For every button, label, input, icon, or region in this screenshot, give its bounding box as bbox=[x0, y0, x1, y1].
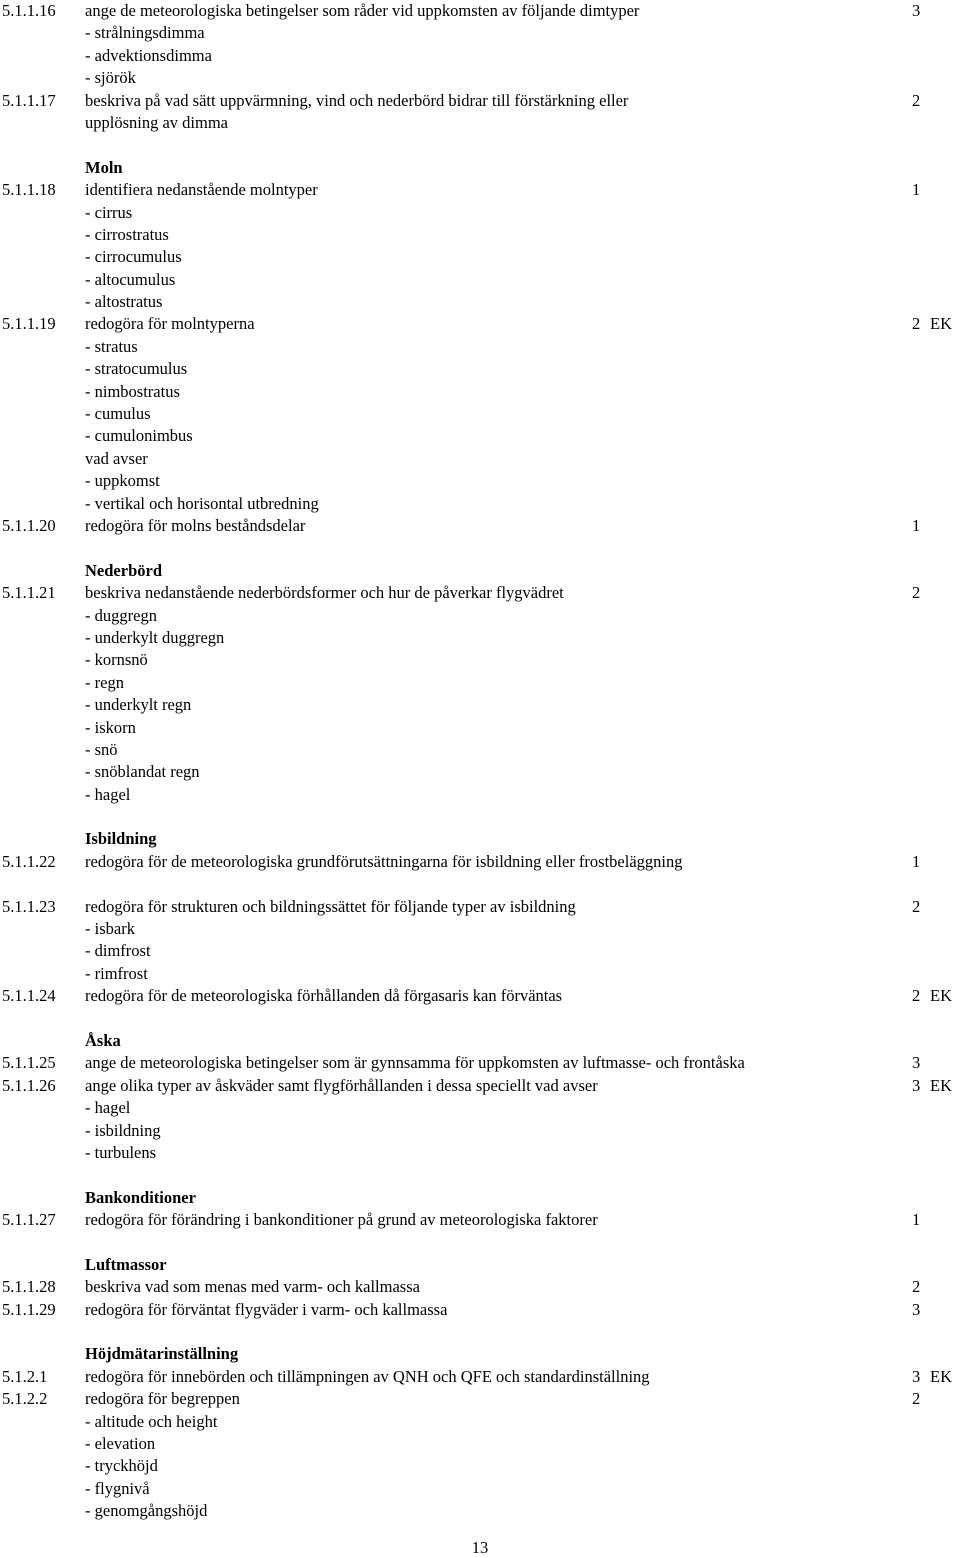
objective-row bbox=[0, 313, 960, 335]
objective-text: - underkylt regn bbox=[85, 695, 192, 715]
objective-text: - altitude och height bbox=[85, 1411, 218, 1431]
objective-row bbox=[0, 1209, 960, 1231]
objective-text: redogöra för molntyperna bbox=[85, 314, 255, 334]
objective-sub-item bbox=[0, 425, 960, 447]
objective-number: 5.1.1.20 bbox=[2, 515, 56, 535]
objective-sub-item bbox=[0, 918, 960, 940]
blank-line bbox=[0, 873, 960, 895]
objective-sub-item bbox=[0, 358, 960, 380]
objective-number: 5.1.2.2 bbox=[2, 1389, 48, 1409]
objective-number: 5.1.1.23 bbox=[2, 896, 56, 916]
ek-marker: EK bbox=[930, 986, 952, 1006]
objective-text: - cirrocumulus bbox=[85, 247, 182, 267]
objective-sub-item bbox=[0, 1120, 960, 1142]
objective-sub-item bbox=[0, 1500, 960, 1522]
objective-row bbox=[0, 0, 960, 22]
objective-sub-item bbox=[0, 717, 960, 739]
objective-number: 5.1.1.29 bbox=[2, 1299, 56, 1319]
objective-number: 5.1.1.28 bbox=[2, 1277, 56, 1297]
ek-marker: EK bbox=[930, 1366, 952, 1386]
objective-text: - uppkomst bbox=[85, 471, 160, 491]
objective-text: beskriva vad som menas med varm- och kallmassa bbox=[85, 1277, 420, 1297]
objective-sub-item bbox=[0, 67, 960, 89]
objective-text: - vertikal och horisontal utbredning bbox=[85, 493, 319, 513]
objective-text: ange olika typer av åskväder samt flygförhållanden i dessa speciellt vad avser bbox=[85, 1075, 598, 1095]
objective-level: 2 bbox=[912, 314, 921, 334]
objective-text: redogöra för de meteorologiska förhållanden då förgasaris kan förväntas bbox=[85, 986, 563, 1006]
objective-sub-item bbox=[0, 605, 960, 627]
objective-level: 3 bbox=[912, 1053, 921, 1073]
objective-text: - hagel bbox=[85, 784, 131, 804]
blank-line bbox=[0, 806, 960, 828]
objective-text: - snöblandat regn bbox=[85, 762, 200, 782]
section-heading-text: Åska bbox=[85, 1030, 121, 1050]
ek-marker: EK bbox=[930, 1075, 952, 1095]
objective-text: redogöra för de meteorologiska grundförutsättningarna för isbildning eller frostbeläggning bbox=[85, 851, 683, 871]
objective-row bbox=[0, 1075, 960, 1097]
objective-text: - isbildning bbox=[85, 1120, 161, 1140]
objective-text: - cumulus bbox=[85, 404, 151, 424]
objective-sub-item bbox=[0, 269, 960, 291]
blank-line bbox=[0, 134, 960, 156]
ek-marker: EK bbox=[930, 314, 952, 334]
objective-sub-item bbox=[0, 761, 960, 783]
objective-text: vad avser bbox=[85, 448, 148, 468]
objective-text: - rimfrost bbox=[85, 963, 148, 983]
section-heading bbox=[0, 1343, 960, 1365]
objective-sub-item bbox=[0, 470, 960, 492]
objective-text: - kornsnö bbox=[85, 650, 148, 670]
objective-row bbox=[0, 179, 960, 201]
objective-sub-item bbox=[0, 1097, 960, 1119]
objective-level: 2 bbox=[912, 583, 921, 603]
objective-text: - strålningsdimma bbox=[85, 23, 205, 43]
objective-number: 5.1.1.26 bbox=[2, 1075, 56, 1095]
objective-text: - advektionsdimma bbox=[85, 45, 212, 65]
section-heading bbox=[0, 828, 960, 850]
objective-text: ange de meteorologiska betingelser som råder vid uppkomsten av följande dimtyper bbox=[85, 1, 640, 20]
blank-line bbox=[0, 1008, 960, 1030]
objective-sub-item bbox=[0, 940, 960, 962]
objective-sub-item bbox=[0, 1411, 960, 1433]
section-heading-text: Moln bbox=[85, 157, 123, 177]
objective-number: 5.1.1.17 bbox=[2, 90, 56, 110]
objective-number: 5.1.1.24 bbox=[2, 986, 56, 1006]
objective-number: 5.1.1.27 bbox=[2, 1210, 56, 1230]
objective-number: 5.1.1.22 bbox=[2, 851, 56, 871]
objective-text: redogöra för molns beståndsdelar bbox=[85, 515, 306, 535]
objective-text: redogöra för strukturen och bildningssättet för följande typer av isbildning bbox=[85, 896, 576, 916]
objective-level: 3 bbox=[912, 1, 921, 20]
objective-text: beskriva nedanstående nederbördsformer och hur de påverkar flygvädret bbox=[85, 583, 564, 603]
objective-text: - hagel bbox=[85, 1098, 131, 1118]
objective-text: ange de meteorologiska betingelser som är gynnsamma för uppkomsten av luftmasse- och frontåska bbox=[85, 1053, 745, 1073]
objective-text: - regn bbox=[85, 672, 124, 692]
blank-line bbox=[0, 537, 960, 559]
objective-text: upplösning av dimma bbox=[85, 112, 228, 132]
objective-text: - altocumulus bbox=[85, 269, 176, 289]
objective-text: - duggregn bbox=[85, 605, 157, 625]
section-heading-text: Luftmassor bbox=[85, 1254, 167, 1274]
objective-sub-item bbox=[0, 694, 960, 716]
objective-number: 5.1.1.18 bbox=[2, 180, 56, 200]
objective-text: - turbulens bbox=[85, 1142, 157, 1162]
objective-level: 1 bbox=[912, 1210, 921, 1230]
objective-row bbox=[0, 896, 960, 918]
objective-row bbox=[0, 515, 960, 537]
objective-level: 2 bbox=[912, 1389, 921, 1409]
objective-text: - iskorn bbox=[85, 717, 136, 737]
blank-line bbox=[0, 1164, 960, 1186]
objective-sub-item bbox=[0, 336, 960, 358]
objective-row bbox=[0, 582, 960, 604]
objective-text: - altostratus bbox=[85, 292, 163, 312]
blank-line bbox=[0, 1231, 960, 1253]
objective-level: 2 bbox=[912, 90, 921, 110]
objective-level: 3 bbox=[912, 1299, 921, 1319]
blank-line bbox=[0, 1321, 960, 1343]
objective-sub-item bbox=[0, 224, 960, 246]
objective-sub-item bbox=[0, 649, 960, 671]
objective-text: - genomgångshöjd bbox=[85, 1501, 208, 1521]
objective-sub-item bbox=[0, 493, 960, 515]
objective-row bbox=[0, 1052, 960, 1074]
objective-row bbox=[0, 90, 960, 112]
objective-text: - cirrostratus bbox=[85, 224, 169, 244]
objective-sub-item bbox=[0, 246, 960, 268]
objective-level: 1 bbox=[912, 180, 921, 200]
objective-text: - flygnivå bbox=[85, 1478, 150, 1498]
objective-text: - sjörök bbox=[85, 68, 136, 88]
section-heading-text: Höjdmätarinställning bbox=[85, 1344, 239, 1364]
objective-number: 5.1.1.19 bbox=[2, 314, 56, 334]
objective-row bbox=[0, 1366, 960, 1388]
objective-row bbox=[0, 985, 960, 1007]
objective-sub-item bbox=[0, 672, 960, 694]
objective-sub-item bbox=[0, 22, 960, 44]
objective-text: identifiera nedanstående molntyper bbox=[85, 180, 318, 200]
objective-number: 5.1.1.21 bbox=[2, 583, 56, 603]
section-heading bbox=[0, 1254, 960, 1276]
objective-sub-item bbox=[0, 45, 960, 67]
objective-sub-item bbox=[0, 1478, 960, 1500]
objective-sub-item bbox=[0, 112, 960, 134]
objective-level: 1 bbox=[912, 851, 921, 871]
objective-number: 5.1.1.16 bbox=[2, 1, 56, 20]
page-number: 13 bbox=[471, 1538, 489, 1557]
section-heading bbox=[0, 1030, 960, 1052]
objective-sub-item bbox=[0, 1433, 960, 1455]
objective-sub-item bbox=[0, 291, 960, 313]
objective-text: - elevation bbox=[85, 1434, 156, 1453]
objective-level: 3 bbox=[912, 1366, 921, 1386]
objective-text: - stratocumulus bbox=[85, 359, 188, 379]
objective-text: - nimbostratus bbox=[85, 381, 180, 401]
section-heading bbox=[0, 1187, 960, 1209]
objective-text: - cumulonimbus bbox=[85, 426, 193, 446]
objective-text: - cirrus bbox=[85, 202, 133, 222]
objective-row bbox=[0, 851, 960, 873]
objective-row bbox=[0, 1388, 960, 1410]
objective-text: - tryckhöjd bbox=[85, 1456, 158, 1476]
objective-text: redogöra för förväntat flygväder i varm- och kallmassa bbox=[85, 1299, 448, 1319]
objective-text: redogöra för innebörden och tillämpningen av QNH och QFE och standardinställning bbox=[85, 1366, 650, 1386]
objective-sub-item bbox=[0, 627, 960, 649]
objective-level: 2 bbox=[912, 986, 921, 1006]
objective-level: 3 bbox=[912, 1075, 921, 1095]
objective-level: 1 bbox=[912, 515, 921, 535]
objective-text: redogöra för begreppen bbox=[85, 1389, 240, 1409]
objective-sub-item bbox=[0, 202, 960, 224]
section-heading-text: Isbildning bbox=[85, 829, 157, 849]
objective-sub-item bbox=[0, 381, 960, 403]
objective-sub-item bbox=[0, 963, 960, 985]
objective-sub-item bbox=[0, 448, 960, 470]
objective-number: 5.1.2.1 bbox=[2, 1366, 48, 1386]
objective-level: 2 bbox=[912, 1277, 921, 1297]
objective-text: - underkylt duggregn bbox=[85, 627, 225, 647]
objective-text: - isbark bbox=[85, 919, 135, 939]
objective-text: - stratus bbox=[85, 336, 138, 356]
section-heading-text: Nederbörd bbox=[85, 560, 162, 580]
objective-row bbox=[0, 1299, 960, 1321]
objective-text: - snö bbox=[85, 739, 118, 759]
objective-sub-item bbox=[0, 739, 960, 761]
objective-level: 2 bbox=[912, 896, 921, 916]
section-heading bbox=[0, 560, 960, 582]
objective-sub-item bbox=[0, 784, 960, 806]
objective-text: redogöra för förändring i bankonditioner på grund av meteorologiska faktorer bbox=[85, 1210, 598, 1230]
objective-sub-item bbox=[0, 403, 960, 425]
section-heading-text: Bankonditioner bbox=[85, 1187, 196, 1207]
objective-row bbox=[0, 1276, 960, 1298]
objective-number: 5.1.1.25 bbox=[2, 1053, 56, 1073]
objective-sub-item bbox=[0, 1142, 960, 1164]
section-heading bbox=[0, 157, 960, 179]
objective-sub-item bbox=[0, 1455, 960, 1477]
objective-text: beskriva på vad sätt uppvärmning, vind och nederbörd bidrar till förstärkning eller bbox=[85, 90, 629, 110]
objective-text: - dimfrost bbox=[85, 941, 151, 961]
